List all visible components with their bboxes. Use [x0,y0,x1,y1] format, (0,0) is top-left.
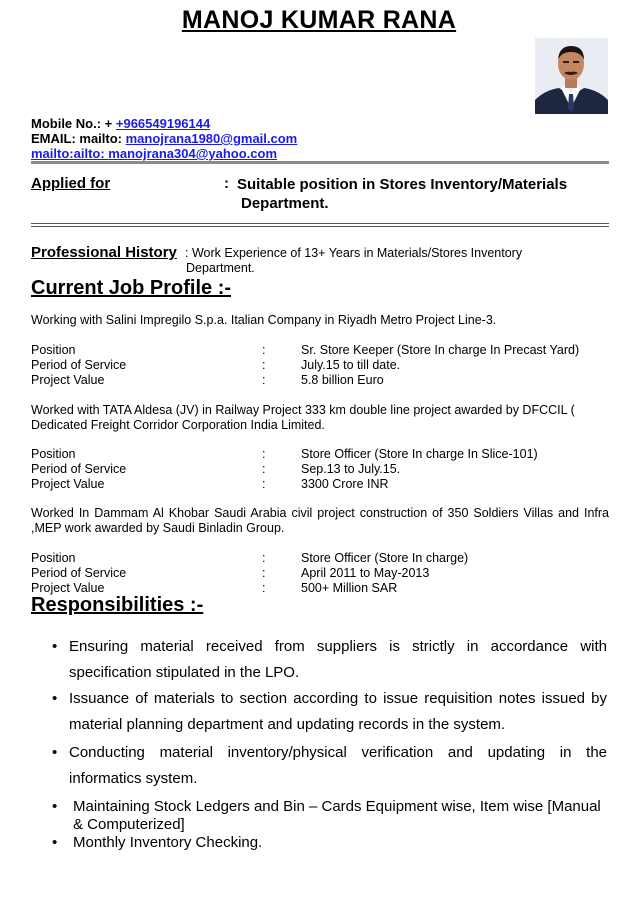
item4-line1: Maintaining Stock Ledgers and Bin – Cards Equipment wise, Item wise [Manual [73,798,601,815]
list-item [31,834,609,854]
job2-period-label: Period of Service [31,462,127,476]
job3-period-value: April 2011 to May-2013 [301,566,430,580]
bullet-icon: • [52,690,58,707]
job1-intro: Working with Salini Impregilo S.p.a. Italian Company in Riyadh Metro Project Line-3. [31,313,497,327]
job2-value-label: Project Value [31,477,105,491]
job1-position-label: Position [31,343,76,357]
job3-period-label: Period of Service [31,566,127,580]
alt-email-link[interactable]: manojrana304@yahoo.com [108,146,278,161]
divider [31,161,609,164]
current-job-heading: Current Job Profile :- [31,277,232,299]
job2-period-colon: : [262,462,266,476]
job1-value-colon: : [262,373,266,387]
double-divider [31,223,609,227]
job2-value-colon: : [262,477,266,491]
resume-name: MANOJ KUMAR RANA [181,6,457,34]
list-item [31,744,609,794]
applied-for-label: Applied for [31,175,111,192]
job2-period-value: Sep.13 to July.15. [301,462,401,476]
job3-position-label: Position [31,551,76,565]
email-label: EMAIL: mailto: [31,131,126,146]
job2-position-colon: : [262,447,266,461]
job2-intro-line1: Worked with TATA Aldesa (JV) in Railway Project 333 km double line project awarded by DFCCIL ( [31,403,575,417]
ph-line1: : Work Experience of 13+ Years in Materials/Stores Inventory [185,246,523,260]
alt-email-label[interactable]: mailto:ailto: [31,146,109,161]
item1-line1: Ensuring material received from suppliers is strictly in accordance with [69,638,607,655]
applied-line1: Suitable position in Stores Inventory/Materials [237,176,568,193]
job3-intro-line2: ,MEP work awarded by Saudi Binladin Group. [31,521,285,535]
job3-intro [31,506,609,536]
applied-for-colon: : [224,175,229,192]
profile-photo [535,38,608,114]
list-item [31,798,609,838]
job1-period-label: Period of Service [31,358,127,372]
mobile-link[interactable]: +966549196144 [115,116,211,131]
job2-intro-line2: Dedicated Freight Corridor Corporation India Limited. [31,418,325,432]
job2-value-value: 3300 Crore INR [301,477,389,491]
applied-for-value [237,175,587,213]
contact-mobile [31,116,210,131]
list-item [31,638,609,688]
item3-line2: informatics system. [69,770,198,787]
job3-value-value: 500+ Million SAR [301,581,398,595]
list-item [31,690,609,740]
job1-value-label: Project Value [31,373,105,387]
item2-line1: Issuance of materials to section according to issue requisition notes issued by [69,690,607,707]
contact-alt-email [31,146,277,161]
job3-period-colon: : [262,566,266,580]
applied-line2: Department. [241,195,329,212]
job2-position-label: Position [31,447,76,461]
job1-period-value: July.15 to till date. [301,358,401,372]
item5-line1: Monthly Inventory Checking. [73,834,263,851]
email-link[interactable]: manojrana1980@gmail.com [125,131,298,146]
job1-position-colon: : [262,343,266,357]
job3-position-colon: : [262,551,266,565]
job3-value-colon: : [262,581,266,595]
bullet-icon: • [52,638,58,655]
ph-line2: Department. [186,261,255,275]
job1-position-value: Sr. Store Keeper (Store In charge In Precast Yard) [301,343,580,357]
item1-line2: specification stipulated in the LPO. [69,664,300,681]
job1-period-colon: : [262,358,266,372]
responsibilities-heading: Responsibilities :- [31,594,204,616]
item3-line1: Conducting material inventory/physical verification and updating in the [69,744,607,761]
professional-history-text [185,246,545,276]
profile-photo-image [535,38,608,114]
professional-history-label: Professional History [31,244,177,261]
job1-value-value: 5.8 billion Euro [301,373,384,387]
bullet-icon: • [52,744,58,761]
mobile-label: Mobile No.: + [31,116,116,131]
job3-position-value: Store Officer (Store In charge) [301,551,469,565]
job2-intro [31,403,609,433]
contact-email [31,131,297,146]
bullet-icon: • [52,834,58,851]
job3-intro-line1: Worked In Dammam Al Khobar Saudi Arabia civil project construction of 350 Soldiers Villas and Infra [31,506,609,520]
item4-line2: & Computerized] [73,816,185,833]
job2-position-value: Store Officer (Store In charge In Slice-101) [301,447,538,461]
job3-value-label: Project Value [31,581,105,595]
bullet-icon: • [52,798,58,815]
item2-line2: material planning department and updating records in the system. [69,716,506,733]
